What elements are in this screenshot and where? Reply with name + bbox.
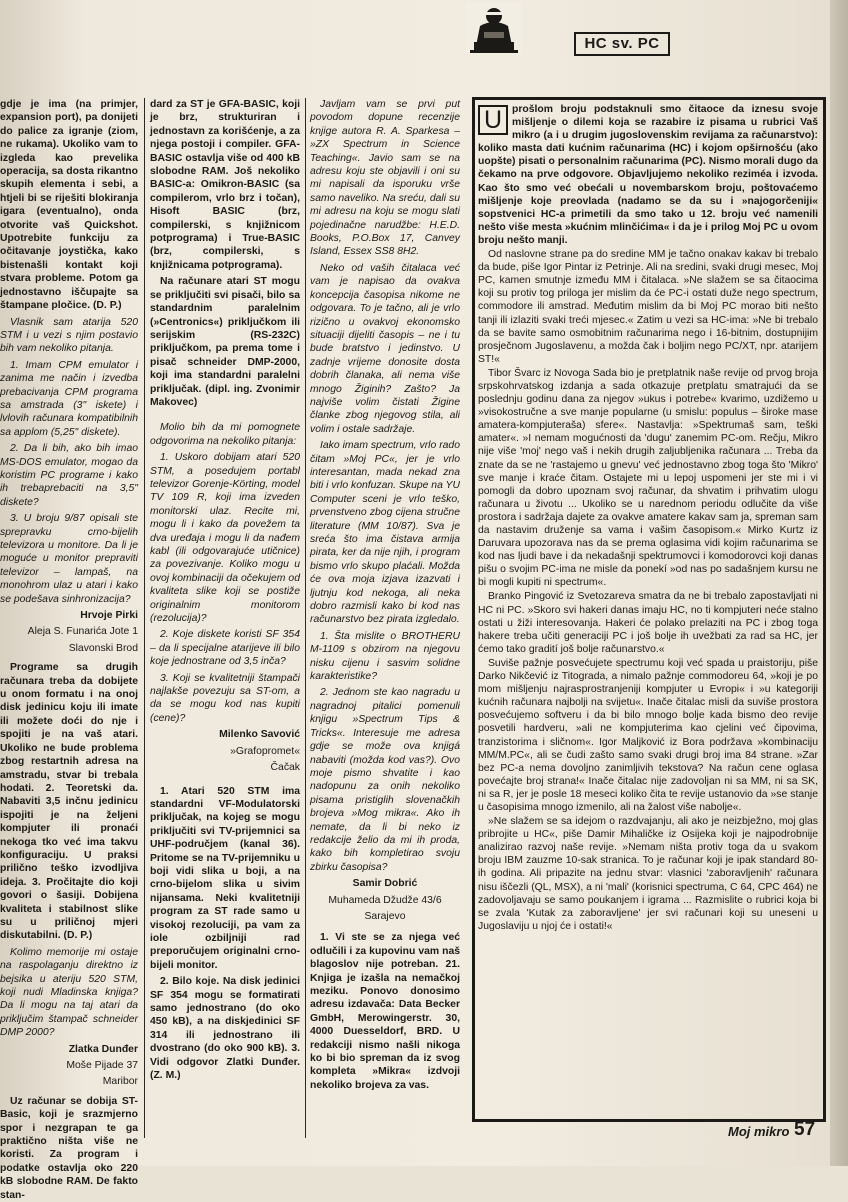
letter-text: Iako imam spectrum, vrlo rado čitam »Moj PC«, jer je vrlo interesantan, mada nekad zna biti i vrlo konfuzan. Skupe na YU Computer sceni je vrlo teško, prvenstveno zbog cijena stručne literature (MM 10/87). Sva je sreća što ima čistava armija pirata, ker da nije njih, i program bismo vrlo skupo plaćali. Možda će ova moja izjava izazvati i ljutnju kod nekoga, ali neka dobro razmisli kako bi kod nas računarstvo bez pirata izgledalo.: [310, 440, 460, 626]
letter-signature-name: Zlatka Dunđer: [68, 1043, 138, 1055]
letter-signature-address: Aleja S. Funarića Jote 1: [27, 626, 138, 638]
page-edge: [830, 0, 848, 1166]
letter-text: Vlasnik sam atarija 520 STM i u vezi s njim postavio bih vam nekoliko pitanja.: [0, 316, 138, 355]
letter-text: 1. Šta mislite o BROTHERU M-1109 s obzirom na njegovu nisku cijenu i sasvim solidne karakteristike?: [310, 630, 460, 683]
page-number: 57: [794, 1119, 816, 1140]
letter-text: 2. Da li bih, ako bih imao MS-DOS emulator, mogao da koristim PC programe i kako ih trebaprebaciti na 3,5" diskete?: [0, 443, 138, 508]
article-paragraph: Od naslovne strane pa do sredine MM je tačno onakav kakav bi trebalo da bude, piše Igor Pintar iz Petrinje. Ali na sredini, svaki drugi mesec, Moj PC, kamen smutnje između MM i čitalaca. »Ne slažem se sa čitaocima koji su protiv tog priloga jer mislim da će PC-i ostati duže nego spectrum, commodore ili amstrad. Međutim mislim da bi Moj PC morao biti nešto tanji ili izlaziti svaki treći mjesec.« Zatim u vezi sa HC-ima: »Ne bi trebalo da se bavite samo osmobitnim računarima nego i 16-bitnim, dostupnijim prosječnom Jugoslavenu, a možda čak i boljim nego PC/XT, npr. atarijem ST!«: [478, 249, 818, 365]
answer-text: gdje je ima (na primjer, expansion port), pa donijeti do palice za igranje (ziom, ne rukama). Ukoliko vam to izgleda kao prevelika operacija, sa dosta rikantno skupih elementa i sebi, a htjeli bi se riješiti blokiranja igara (eventualno), onda otvorite vaš Quickshot. Upotrebite funkciju za očitavanje joystička, kako bistenašli kontakt koji stvara probleme. Potom ga jednostavno iščupajte sa štampane pločice. (D. P.): [0, 99, 138, 312]
letter-signature-city: Slavonski Brod: [68, 642, 138, 654]
article-paragraph: Branko Pingović iz Svetozareva smatra da ne bi trebalo zapostavljati ni HC ni PC. »Skoro svi hakeri danas imaju HC, no ti kompjuteri neće stalno ostati u žiži interesovanja. Hakeri će polako prelaziti na PC i zbog toga hakere treba učiti generaciji PC i još bolje ih uvežbati za rad sa HC, jer ćemo tako gradití još bolje računarstvo.«: [478, 591, 818, 655]
answer-text: 1. Vi ste se za njega već odlučili i za kupovinu vam naš blagoslov nije potreban. 21. Knjiga je izašla na nemačkoj meziku. Ponovo donosimo adresu izdavača: Data Becker GmbH, Merowingerstr. 30, 4000 Duesseldorf, BRD. U redakciji nismo našli nikoga ko bi bio spreman da iz svog kompleta »Mikra« izdvoji nekoliko brojeva za vas.: [310, 932, 460, 1091]
answer-text: Programe sa drugih računara treba da dobijete u onom formatu i na onoj disk jedinicu koju ili imate ili možete doći do nje i spojiti je na vaš atari. Ukoliko ne bude problema zbog restartnih adresa na amstradu, stvar bi trebala hodati. 2. Teoretski da. Nabaviti 3,5 inčnu jedinicu ispojiti je na željeni kompjuter ili pronaći nekoga tko već ima takvu konfiguraciju. U praksi prilično teško izvodljiva ideja. 3. Pročitajte dio koji govori o šasiji. Dobijena kvaliteta i stabilnost slike su u priličnoj mjeri diskutabilni. (D. P.): [0, 662, 138, 942]
letter-signature-address: »Grafopromet«: [230, 745, 300, 757]
letter-signature-name: Hrvoje Pirki: [80, 610, 138, 622]
answer-text: 1. Atari 520 STM ima standardni VF-Modulatorski priključak, na kojeg se mogu priključiti svi TV-prijemnici sa UHF-područjem (kanal 36). Pritome se na TV-prijemniku u boji vidi slika u boji, a na crno-bijelom slika u sivim nijansama. Neki kvalitetniji program za ST rade samo u visokoj rezoluciji, pa vam za iole ozbiljniji rad preporučujem originalni crno-bijeli monitor.: [150, 785, 300, 971]
letters-column-2: [150, 98, 300, 1150]
mascot-logo-icon: [466, 2, 522, 54]
answer-text: Uz računar se dobija ST-Basic, koji je srazmjerno spor i nezgrapan te ga praktično ništa više ne koristi. Za program i podatke ostavlja oko 220 kB slobodne RAM. De fakto stan-: [0, 1095, 138, 1201]
letter-text: 2. Jednom ste kao nagradu u nagradnoj pitalici pomenuli knjigu »Spectrum Tips & Tricks«. Interesuje me adresa gdje se može ova knjigá nabaviti (možda kod vas?). Ovo moje pismo shvatite i kao nadopunu za onih nekoliko pisama pristiglih slovenačkih brojeva »Mog mikra«. Ako ih nemate, da li bi neko iz redakcije želio da mi ih proda, kako bih kompletirao svoju zbirku časopisa?: [310, 687, 460, 873]
column-divider: [305, 98, 306, 1138]
article-paragraph: »Ne slažem se sa idejom o razdvajanju, ali ako je neizbježno, moj glas pribrojite u HC«, piše Damir Mihaličke iz Osijeka koji je najpodrobnije analizirao razvoj naše revije. »Nemam ništa protiv toga da u svakom broju IBM zauzme 10-sak stranica. To je računar koji je ipak standard 80-ih godina. Ali pripazite na jednu stvar: vlasnici 'zaboravljenih' računara nisu iščezli (QL, MSX), a ni 'mali' (korisnici spectruma, C 64, CPC 464) ne zadovoljavaju se samo poukanjem i igrama ... Razmislite o rubrici koja bi se zvala 'Kutak za zaboravljene' jer svi računari koji su uneseni u Jugoslaviju u njoj će i ostati!«: [478, 816, 818, 932]
letter-text: Kolimo memorije mi ostaje na raspolaganju direktno iz bejsika u ateriju 520 STM, koji nudi Mladinska knjiga? Da li mogu na taj atari da priključim štampač schneider DMP 2000?: [0, 946, 138, 1039]
drop-cap: U: [478, 105, 508, 135]
letter-text: 3. U broju 9/87 opisali ste sprepravku crno-bijelih televizora u monitore. Da li je moguće u monitor prepraviti televizor – lampaš, na monohrom ulaz u atari i kako se podešava sinhronizacija?: [0, 513, 138, 605]
letter-signature-address: Moše Pijade 37: [66, 1060, 138, 1072]
letter-text: 1. Uskoro dobijam atari 520 STM, a posedujem portabl televizor Gorenje-Körting, model TV 109 R, koji ima izveden monitorski ulaz. Recite mi, mogu li i kako da povežem ta dva uređaja i mogu li da nađem kabl (ili odgovarajuće utičnice) za povezivanje. Koliko mogu u ovoj kombinaciji da očekujem od kvaliteta slike koji se postiže originalnim monitorom (rezolucija)?: [150, 452, 300, 625]
article-intro-text: prošlom broju podstaknuli smo čitaoce da iznesu svoje mišljenje o dilemi koja se razabire iz pisama u rubrici Vaš mikro (a i u drugim jugoslovenskim revijama za računarstvo): koliko masta dati kućnim računarima (HC) i kojom opširnošću (ako uopšte) pisati o personalnim računarima (PC). Nismo morali dugo da čekamo na prve odgovore. Objavljujemo nekoliko reziméa i izvoda. Kao što smo već obećali u novembarskom broju, poštovaćemo mišljenje koje preovlada (nadamo se da su i »najogorčeniji« sopstvenici HC-a primetili da smo tako u 12. broju već namenili nešto više mesta »kućnim mlinčićima« i da je i prilog Moj PC u ovom broju nešto manji.: [478, 104, 818, 246]
section-tag: HC sv. PC: [574, 32, 670, 56]
column-divider: [144, 98, 145, 1138]
answer-text: dard za ST je GFA-BASIC, koji je brz, strukturiran i jednostavn za korišćenje, a za njega postoji i compiler. GFA-BASIC ostavlja više od 400 kB slobodne RAM. Još nekoliko BASIC-a: Omikron-BASIC (sa compilerom, vrlo brz i točan), Hisoft BASIC (brz, compilerski, s knjižnicom potprograma) i True-BASIC (brz, compilerski, s knjižnicama potprograma).: [150, 99, 300, 271]
hc-vs-pc-article: [478, 103, 818, 1115]
article-intro: [478, 103, 818, 247]
letter-signature-city: Sarajevo: [364, 910, 406, 922]
magazine-name: Moj mikro: [728, 1124, 790, 1139]
letters-column-1: [0, 98, 138, 1201]
letter-signature-name: Milenko Savović: [219, 729, 300, 741]
letter-signature-city: Maribor: [102, 1076, 138, 1088]
answer-text: 2. Bilo koje. Na disk jedinici SF 354 mogu se formatirati samo jednostrano (do oko 450 kB), a na diskjedinici SF 314 ili jednostrano ili dvostrano (do oko 900 kB). 3. Vidi odgovor Zlatki Dunđer. (Z. M.): [150, 976, 300, 1082]
letters-column-3: [310, 98, 460, 1150]
letter-signature-name: Samir Dobrić: [352, 878, 418, 890]
letter-signature-city: Čačak: [270, 762, 300, 774]
letter-text: 3. Koji se kvalitetniji štampači najlakše povezuju sa ST-om, a da se mogu kod nas kupiti (cene)?: [150, 672, 300, 724]
letter-text: Neko od vaših čitalaca već vam je napisao da ovakva koncepcija časopisa nikome ne odgovara. To je tačno, ali je vrlo rizično u ovakvoj ekonomsko situaciji dijeliti časopis – ne i tu bude bratstvo i jedinstvo. U zadnje vrijeme donosite dosta dobrih članaka, ali nema više mnogo Žiginih? Zašto? Ja najviše volim čistati Žigine članke zbog njegovog stila, ali volim i ostale sadržaje.: [310, 262, 460, 435]
article-paragraph: Suviše pažnje posvećujete spectrumu koji već spada u praistoriju, piše Darko Nikčević iz Titograda, a nimalo pažnje commodoreu 64, »koji je po mom mišljenju najrasprostranjeniji kompjuter u Evropi« i »u kategoriji kućnih računara najbolji na svijetu«. Inače čitalac misli da suviše prostora posvećujemo softveru i da bi bilo mnogo bolje kada bismo deo revije posvetili hardveru, »ali ne kompjuterima kao cjelini već čipovima, tranzistorima i sličnom«. Igor Maljković iz Bora podržava »kombinaciju MM/M.PC«, ali se čudi zašto samo svaki drugi broj ima 84 strane. »Zar bez PC-a nema dovoljno zanimljivih tekstova? Na račun cene oglasa povećajte broj strana!« Inače čitalac nije zadovoljan ni sa MM, ni sa SK, ni sa R, jer je posle 18 meseci koliko čita te revije ustanovio da »se stanje u časopisima mnogo izmenilo, ali na žalost više nabolje«.: [478, 657, 818, 813]
answer-text: Na računare atari ST mogu se priključiti svi pisači, bilo sa standardnim paralelnim (»Centronics«) priključkom ili serijskim (RS-232C) priključkom, pa prema tome i pisač schneider DMP-2000, koji ima standardni paralelni priključak. (dipl. ing. Zvonimir Makovec): [150, 276, 300, 408]
letter-text: 1. Imam CPM emulator i zanima me način i izvedba prebacivanja CPM programa sa amstrada (3" iskete) i lvlovih računara kompatibilnih sa applom (5,25" diskete).: [0, 359, 138, 438]
letter-text: Javljam vam se prvi put povodom dopune recenzije knjige autora R. A. Sparkesa – »ZX Spectrum in Science Teaching«. Javio sam se na adresu koju ste objavili i oni su mi napisali da isporuku vrše samo naveliko. Na sreću, dali su mi adresu na koju se mogu slati pojedinačne narudžbe: H.E.D. Books, P.O.Box 17, Canvey Island, Essex SS8 8H2.: [310, 99, 460, 258]
article-paragraph: Tibor Švarc iz Novoga Sada bio je pretplatnik naše revije od prvog broja srpskohrvatskog izdanja a sada otkazuje pretplatu smatrajući da se poslednju godinu dana za njegov »ukus i potrebe« kvarimo, uzdižemo u »visokostručne a sve manje popularne (u smislu: populus – široke mase amatera-kompjuteraša) sfere«. Nastavlja: »Spektrumaš sam, teški amater«. »I nemam mogućnosti da 'dugu' zanemim PC-om. Rečju, Mikro nije više 'moj' nego vaš i nekih drugih zaljubljenika računara ... Treba da znate da se ne 'rastajemo u gnevu' već jednostavno zbog toga što 'Mikro' sve manje i kraće čitam. Ostajete mi u lepoj uspomeni jer ste mi i vi pomogli da dobro upoznam svoj računar, da shvatim i prihvatim ulogu računara u životu ... Ukoliko se u narednom periodu odlučite da više prostora i sadržaja dajete za ovakve amatere kakav sam ja, spreman sam da nastavim druženje sa vama i vašim časopisom.« Mirko Kurtz iz Daruvara upozorava nas da se prema oglasima vidi kojim računarima se kod nas ljudi bave i da nekadašnji spektrumovci i komodorovci koji danas pišu o svojim PC-ima ne misle da ponekí »od nas po sadašnjem kursu ne bi mogli kupiti ni spectrum«.: [478, 367, 818, 589]
letter-text: Molio bih da mi pomognete odgovorima na nekoliko pitanja:: [150, 422, 300, 447]
letter-signature-address: Muhameda Džudže 43/6: [328, 894, 442, 906]
letter-text: 2. Koje diskete koristi SF 354 – da li specijalne atarijeve ili bilo koje jednostrane od 3,5 inča?: [150, 629, 300, 668]
